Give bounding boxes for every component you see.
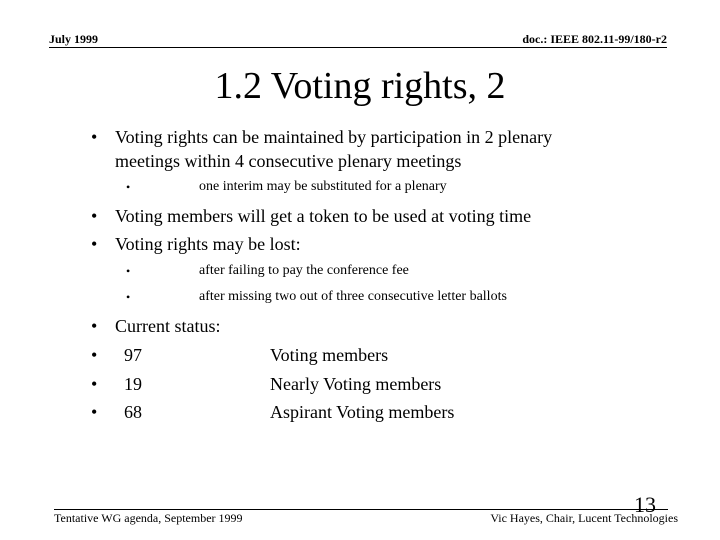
bullet-token: Voting members will get a token to be used at voting time [115, 206, 532, 226]
bullet-current-status: Current status: [115, 316, 221, 336]
slide-title: 1.2 Voting rights, 2 [214, 65, 506, 107]
status-label: Nearly Voting members [270, 374, 442, 394]
sub-bullet-glyph: • [126, 264, 131, 278]
page-number: 13 [634, 492, 656, 517]
bullet-glyph: • [91, 316, 98, 336]
bullet-glyph: • [91, 345, 98, 365]
footer-rule [54, 509, 668, 510]
sub-bullet-letter-ballots: after missing two out of three consecutive letter ballots [199, 289, 507, 304]
header-date: July 1999 [49, 32, 99, 46]
footer-agenda: Tentative WG agenda, September 1999 [54, 511, 243, 525]
status-count: 97 [124, 345, 142, 365]
header-doc-id: doc.: IEEE 802.11-99/180-r2 [522, 32, 667, 46]
status-label: Aspirant Voting members [270, 402, 455, 422]
sub-bullet-conference-fee: after failing to pay the conference fee [199, 263, 409, 278]
bullet-rights-lost: Voting rights may be lost: [115, 234, 301, 254]
bullet-glyph: • [91, 206, 98, 226]
status-count: 68 [124, 402, 142, 422]
bullet-glyph: • [91, 402, 98, 422]
bullet-glyph: • [91, 127, 98, 147]
bullet-glyph: • [91, 374, 98, 394]
bullet-voting-rights-line2: meetings within 4 consecutive plenary meetings [115, 151, 462, 171]
sub-bullet-interim: one interim may be substituted for a plenary [199, 179, 447, 194]
sub-bullet-glyph: • [126, 290, 131, 304]
sub-bullet-glyph: • [126, 180, 131, 194]
bullet-voting-rights-line1: Voting rights can be maintained by participation in 2 plenary [115, 127, 553, 147]
status-count: 19 [124, 374, 142, 394]
status-label: Voting members [270, 345, 389, 365]
bullet-glyph: • [91, 234, 98, 254]
footer-author: Vic Hayes, Chair, Lucent Technologies [490, 511, 678, 525]
header-rule [49, 47, 667, 48]
